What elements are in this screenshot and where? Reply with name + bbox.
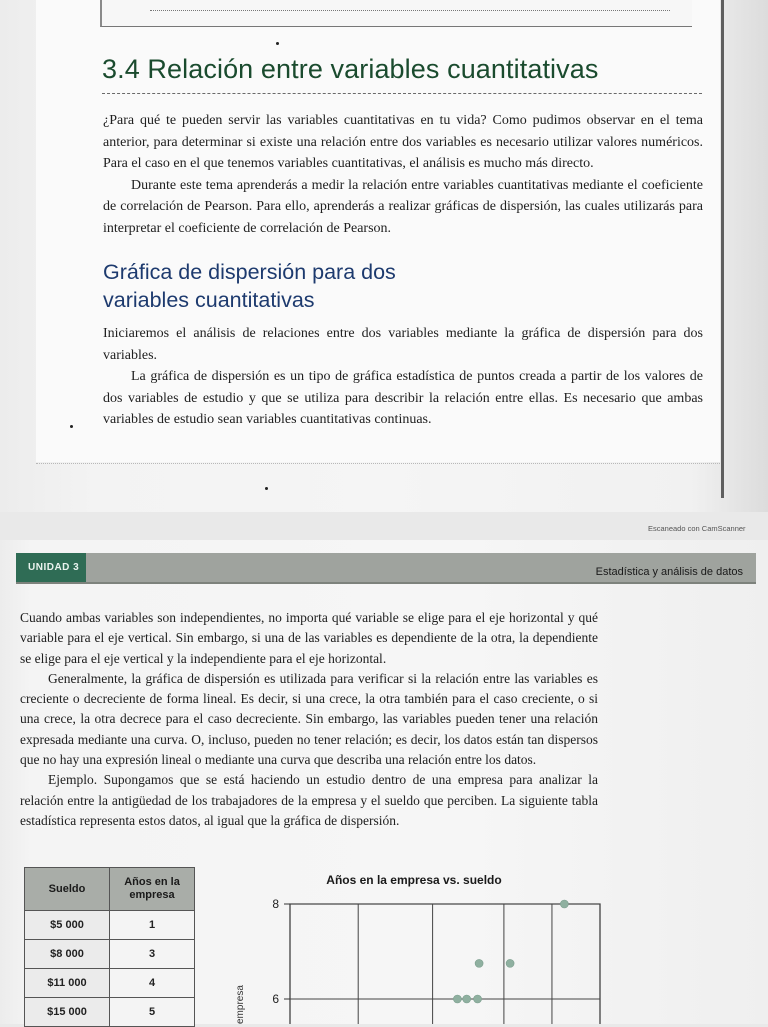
table-row [25, 969, 195, 998]
data-point [474, 995, 482, 1003]
plot-frame [290, 904, 600, 1024]
data-point [560, 900, 568, 908]
y-tick-label: 8 [272, 897, 279, 911]
chart-title: Años en la empresa vs. sueldo [326, 873, 502, 887]
top-frame-box [100, 0, 692, 27]
table-header-row [25, 868, 195, 911]
subsection-title-line-1: Gráfica de dispersión para dos [103, 260, 396, 284]
chart-y-axis-label: empresa [235, 985, 246, 1024]
body-paragraph-3: Ejemplo. Supongamos que se está haciendo un estudio dentro de una empresa para analizar la relación entre la antigüedad de los trabajadores de la empresa y el sueldo que perciben. La siguiente tabla estadística representa estos datos, al igual que la gráfica de dispersión. [20, 772, 598, 828]
page-edge-rule [721, 0, 724, 498]
table-row [25, 998, 195, 1027]
body-text [20, 608, 598, 831]
data-point [453, 995, 461, 1003]
cell-anos: 1 [110, 911, 195, 940]
scan-speck [70, 425, 73, 428]
body-paragraph-2: Generalmente, la gráfica de dispersión es utilizada para verificar si la relación entre las variables es creciente o decreciente de forma lineal. Es decir, si una crece, la otra también para el caso creciente, o si una crece, la otra decrece para el caso decreciente. Sin embargo, las variables pueden tener una relación expresada mediante una curva. O, incluso, pueden no tener relación; es decir, los datos están tan dispersos que no hay una expresión lineal o mediante una curva que describa una relación entre los datos. [20, 670, 598, 768]
scatter-paragraph-1: Iniciaremos el análisis de relaciones entre dos variables mediante la gráfica de dispersión para dos variables. [103, 326, 703, 363]
intro-text [103, 110, 703, 239]
intro-paragraph-1: ¿Para qué te pueden servir las variables cuantitativas en tu vida? Como pudimos observar en el tema anterior, para determinar si existe una relación entre dos variables es necesario utilizar valores numéricos. Para el caso en el que tenemos variables cuantitativas, el análisis es mucho más directo. [103, 113, 703, 171]
subsection-title-line-2: variables cuantitativas [103, 288, 315, 312]
header-rule [16, 582, 756, 584]
page-bottom-dotted-rule [36, 463, 720, 464]
y-tick-label: 6 [272, 992, 279, 1006]
cell-anos: 5 [110, 998, 195, 1027]
scanner-watermark: Escaneado con CamScanner [648, 524, 746, 533]
cell-sueldo: $5 000 [25, 911, 110, 940]
cell-anos: 4 [110, 969, 195, 998]
table-row [25, 911, 195, 940]
unit-label: UNIDAD 3 [16, 553, 86, 583]
top-dotted-rule [150, 10, 670, 11]
header-anos: Años en la empresa [110, 868, 195, 911]
chart-grid [290, 904, 600, 1024]
header-sueldo: Sueldo [25, 868, 110, 911]
scatter-intro-text [103, 323, 703, 431]
book-title: Estadística y análisis de datos [595, 566, 743, 578]
subsection-title [103, 258, 396, 314]
cell-sueldo: $11 000 [25, 969, 110, 998]
title-divider [102, 93, 702, 94]
data-point [475, 959, 483, 967]
data-point [463, 995, 471, 1003]
scan-speck [276, 42, 279, 45]
data-point [506, 959, 514, 967]
scan-speck [265, 487, 268, 490]
chart-points [353, 900, 569, 1024]
scatter-chart [200, 864, 610, 1024]
intro-paragraph-2: Durante este tema aprenderás a medir la relación entre variables cuantitativas mediante el coeficiente de correlación de Pearson. Para ello, aprenderás a realizar gráficas de dispersión, las cuales utilizarás para interpretar el coeficiente de correlación de Pearson. [103, 177, 703, 236]
scatter-paragraph-2: La gráfica de dispersión es un tipo de gráfica estadística de puntos creada a partir de los valores de dos variables de estudio y que se utiliza para describir la relación entre ellas. Es necesario que ambas variables de estudio sean variables cuantitativas continuas. [103, 369, 703, 427]
cell-anos: 3 [110, 940, 195, 969]
cell-sueldo: $15 000 [25, 998, 110, 1027]
chart-y-ticks [272, 897, 290, 1006]
cell-sueldo: $8 000 [25, 940, 110, 969]
section-title: 3.4 Relación entre variables cuantitativas [102, 54, 599, 84]
body-paragraph-1: Cuando ambas variables son independientes, no importa qué variable se elige para el eje horizontal y qué variable para el eje vertical. Sin embargo, si una de las variables es dependiente de la otra, la dependiente se elige para el eje vertical y la independiente para el eje horizontal. [20, 610, 598, 666]
table-row [25, 940, 195, 969]
salary-years-table [24, 867, 195, 1027]
